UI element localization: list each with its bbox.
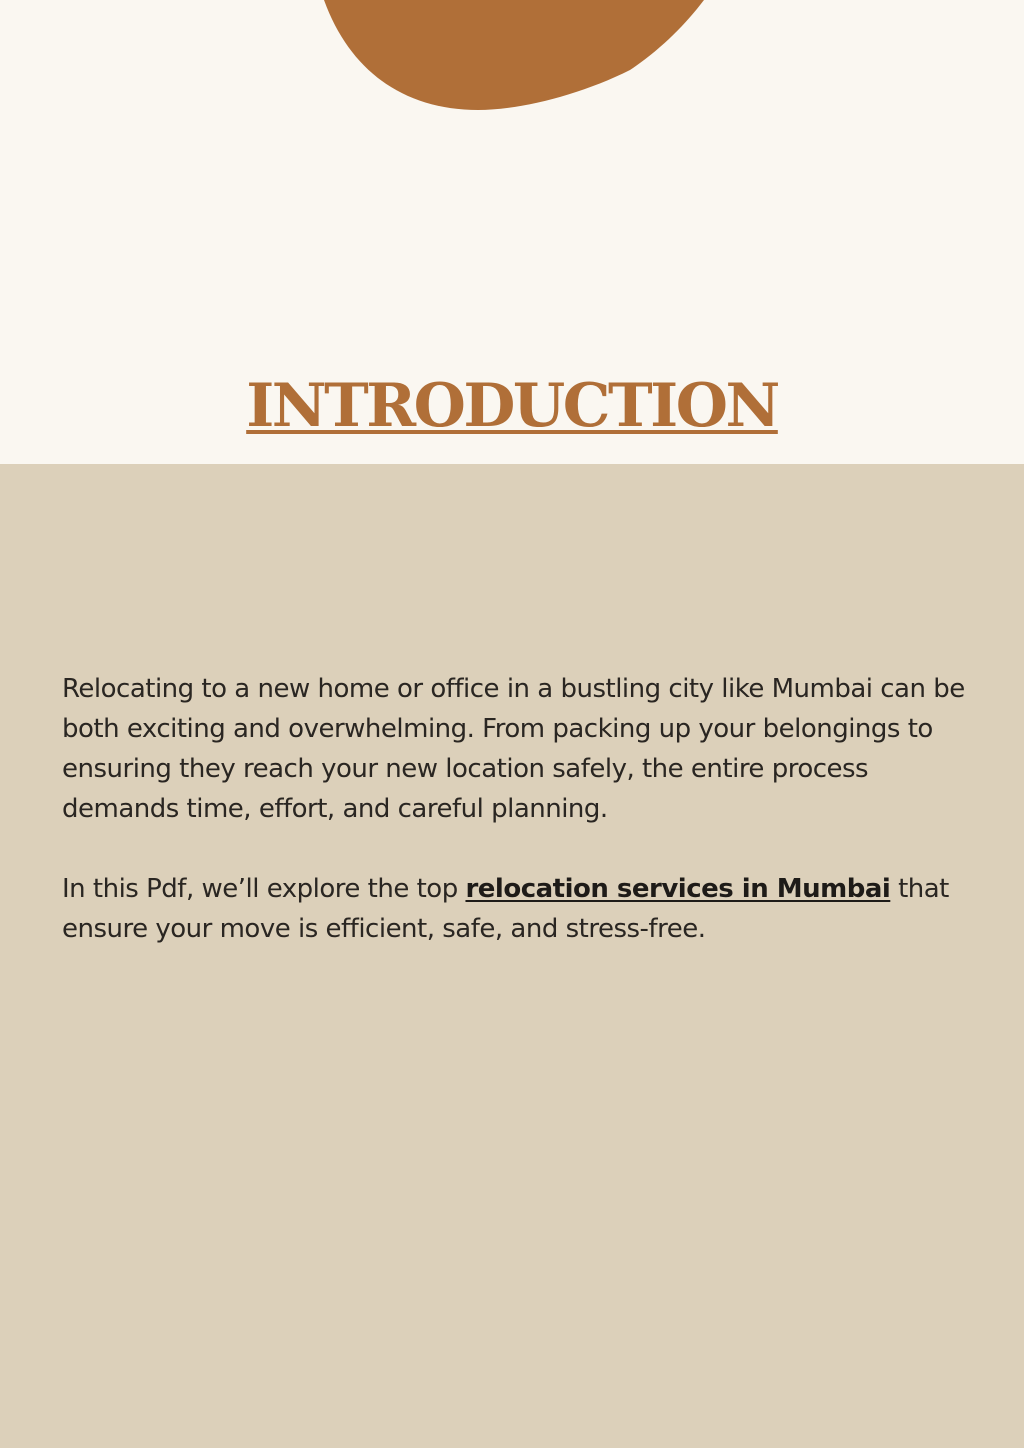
decorative-blob-path <box>324 0 704 110</box>
relocation-services-link[interactable]: relocation services in Mumbai <box>465 874 891 904</box>
body-text <box>62 669 972 949</box>
header-section <box>0 0 1024 464</box>
decorative-blob-shape <box>0 0 1024 140</box>
services-text-after: that ensure your move is efficient, safe, and stress-free. <box>62 874 949 944</box>
content-section <box>0 464 1024 1448</box>
intro-paragraph: Relocating to a new home or office in a bustling city like Mumbai can be both exciting and overwhelming. From packing up your belongings to ensuring they reach your new location safely, the entire process demands time, effort, and careful planning. <box>62 674 965 824</box>
page-title: INTRODUCTION <box>246 371 778 441</box>
services-paragraph <box>62 869 972 949</box>
services-text-before: In this Pdf, we’ll explore the top <box>62 874 466 904</box>
